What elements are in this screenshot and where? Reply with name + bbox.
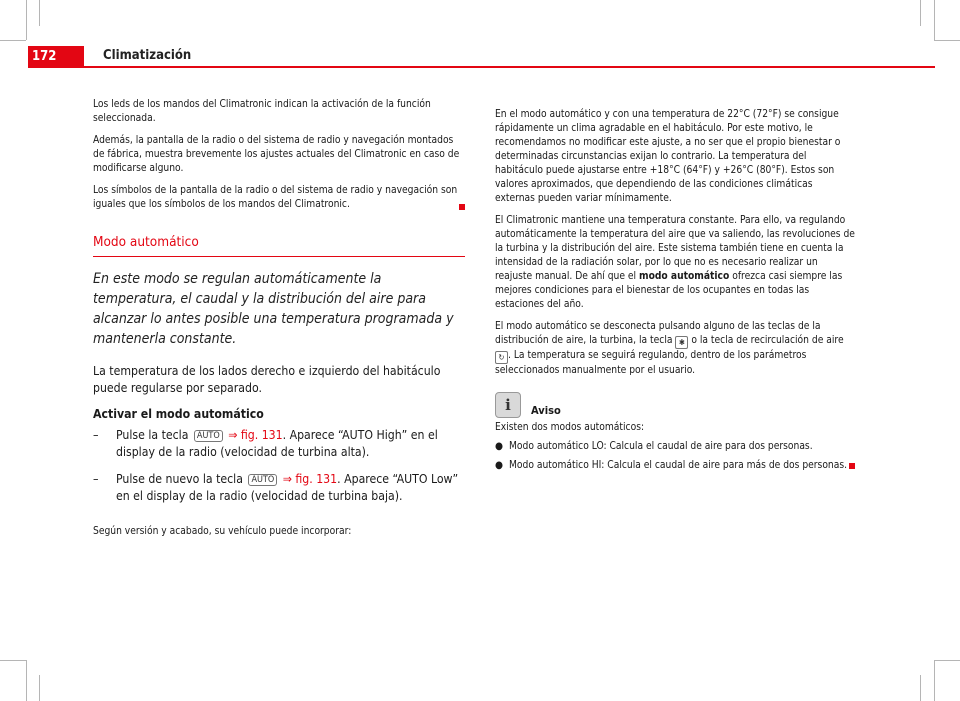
- left-column: [93, 98, 465, 539]
- bold-term: modo automático: [639, 271, 730, 282]
- crop-mark: [26, 660, 27, 701]
- paragraph: Los leds de los mandos del Climatronic indican la activación de la función seleccionada.: [93, 99, 431, 124]
- header-rule: [84, 66, 935, 68]
- chapter-title: Climatización: [103, 48, 192, 63]
- paragraph: Según versión y acabado, su vehículo puede incorporar:: [93, 526, 352, 537]
- crop-mark: [26, 0, 27, 40]
- section-heading: Modo automático: [93, 234, 465, 257]
- crop-mark: [934, 0, 935, 40]
- note-header: [495, 392, 855, 418]
- crop-mark: [39, 675, 40, 701]
- step-dash: –: [93, 472, 99, 486]
- list-item: ● Modo automático LO: Calcula el caudal de aire para dos personas.: [495, 441, 813, 452]
- paragraph: El modo automático se desconecta pulsando alguno de las teclas de la distribución de aire, la turbina, la tecla ✱ o la tecla de recirculación de aire ↻ . La temperatura se seguirá regulando, dentro de los parámetros seleccionados manualmente por el usuario.: [495, 321, 844, 376]
- step-text: . Aparece “AUTO High” en el display de la radio (velocidad de turbina alta).: [116, 428, 438, 459]
- section-end-marker: [459, 204, 465, 210]
- bullet-icon: ●: [495, 441, 503, 452]
- list-item: ● Modo automático HI: Calcula el caudal de aire para más de dos personas.: [495, 459, 855, 473]
- note-title: Aviso: [531, 404, 561, 417]
- paragraph: El Climatronic mantiene una temperatura constante. Para ello, va regulando automáticamente la temperatura del aire que va saliendo, las revoluciones de la turbina y la distribución del aire. Este sistema también tiene en cuenta la intensidad de la radiación solar, por lo que no es necesario realizar un reajuste manual. De ahí que el modo automático ofrezca casi siempre las mejores condiciones para el bienestar de los ocupantes en todas las estaciones del año.: [495, 215, 855, 310]
- step-text: Pulse de nuevo la tecla: [116, 472, 243, 486]
- crop-mark: [934, 660, 960, 661]
- paragraph: Además, la pantalla de la radio o del sistema de radio y navegación montados de fábrica, muestra brevemente los ajustes actuales del Climatronic en caso de modificarse alguno.: [93, 135, 460, 174]
- right-column: [495, 108, 855, 473]
- step-dash: –: [93, 428, 99, 442]
- paragraph: En el modo automático y con una temperatura de 22°C (72°F) se consigue rápidamente un clima agradable en el habitáculo. Por este motivo, le recomendamos no modificar este ajuste, a no ser que el propio bienestar o determinadas circunstancias exijan lo contrario. La temperatura del habitáculo puede ajustarse entre +18°C (64°F) y +26°C (80°F). Estos son valores aproximados, que dependiendo de las condiciones climáticas externas pueden variar mínimamente.: [495, 109, 841, 204]
- paragraph: La temperatura de los lados derecho e izquierdo del habitáculo puede regularse por separado.: [93, 364, 441, 395]
- crop-mark: [920, 0, 921, 26]
- subheading: Activar el modo automático: [93, 407, 264, 421]
- step-text: Pulse la tecla: [116, 428, 189, 442]
- page-number: 172: [28, 46, 84, 68]
- fan-icon: ✱: [675, 336, 688, 349]
- figure-reference-link[interactable]: ⇒ fig. 131: [228, 428, 283, 442]
- auto-key: AUTO: [248, 474, 277, 486]
- bullet-icon: ●: [495, 460, 503, 471]
- figure-reference-link[interactable]: ⇒ fig. 131: [282, 472, 338, 486]
- section-intro: En este modo se regulan automáticamente la temperatura, el caudal y la distribución del aire para alcanzar lo antes posible una temperatura programada y mantenerla constante.: [93, 271, 454, 347]
- crop-mark: [934, 40, 960, 41]
- crop-mark: [39, 0, 40, 26]
- recirculation-icon: ↻: [495, 351, 508, 364]
- instruction-step: [93, 427, 465, 461]
- crop-mark: [934, 660, 935, 701]
- instruction-step: [93, 471, 465, 505]
- note-intro: Existen dos modos automáticos:: [495, 422, 645, 433]
- step-text: . Aparece “AUTO Low” en el display de la radio (velocidad de turbina baja).: [116, 472, 459, 503]
- crop-mark: [920, 675, 921, 701]
- auto-key: AUTO: [194, 430, 223, 442]
- crop-mark: [0, 40, 26, 41]
- crop-mark: [0, 660, 26, 661]
- section-end-marker: [849, 463, 855, 469]
- info-icon: i: [495, 392, 521, 418]
- paragraph: Los símbolos de la pantalla de la radio o del sistema de radio y navegación son iguales que los símbolos de los mandos del Climatronic.: [93, 184, 465, 212]
